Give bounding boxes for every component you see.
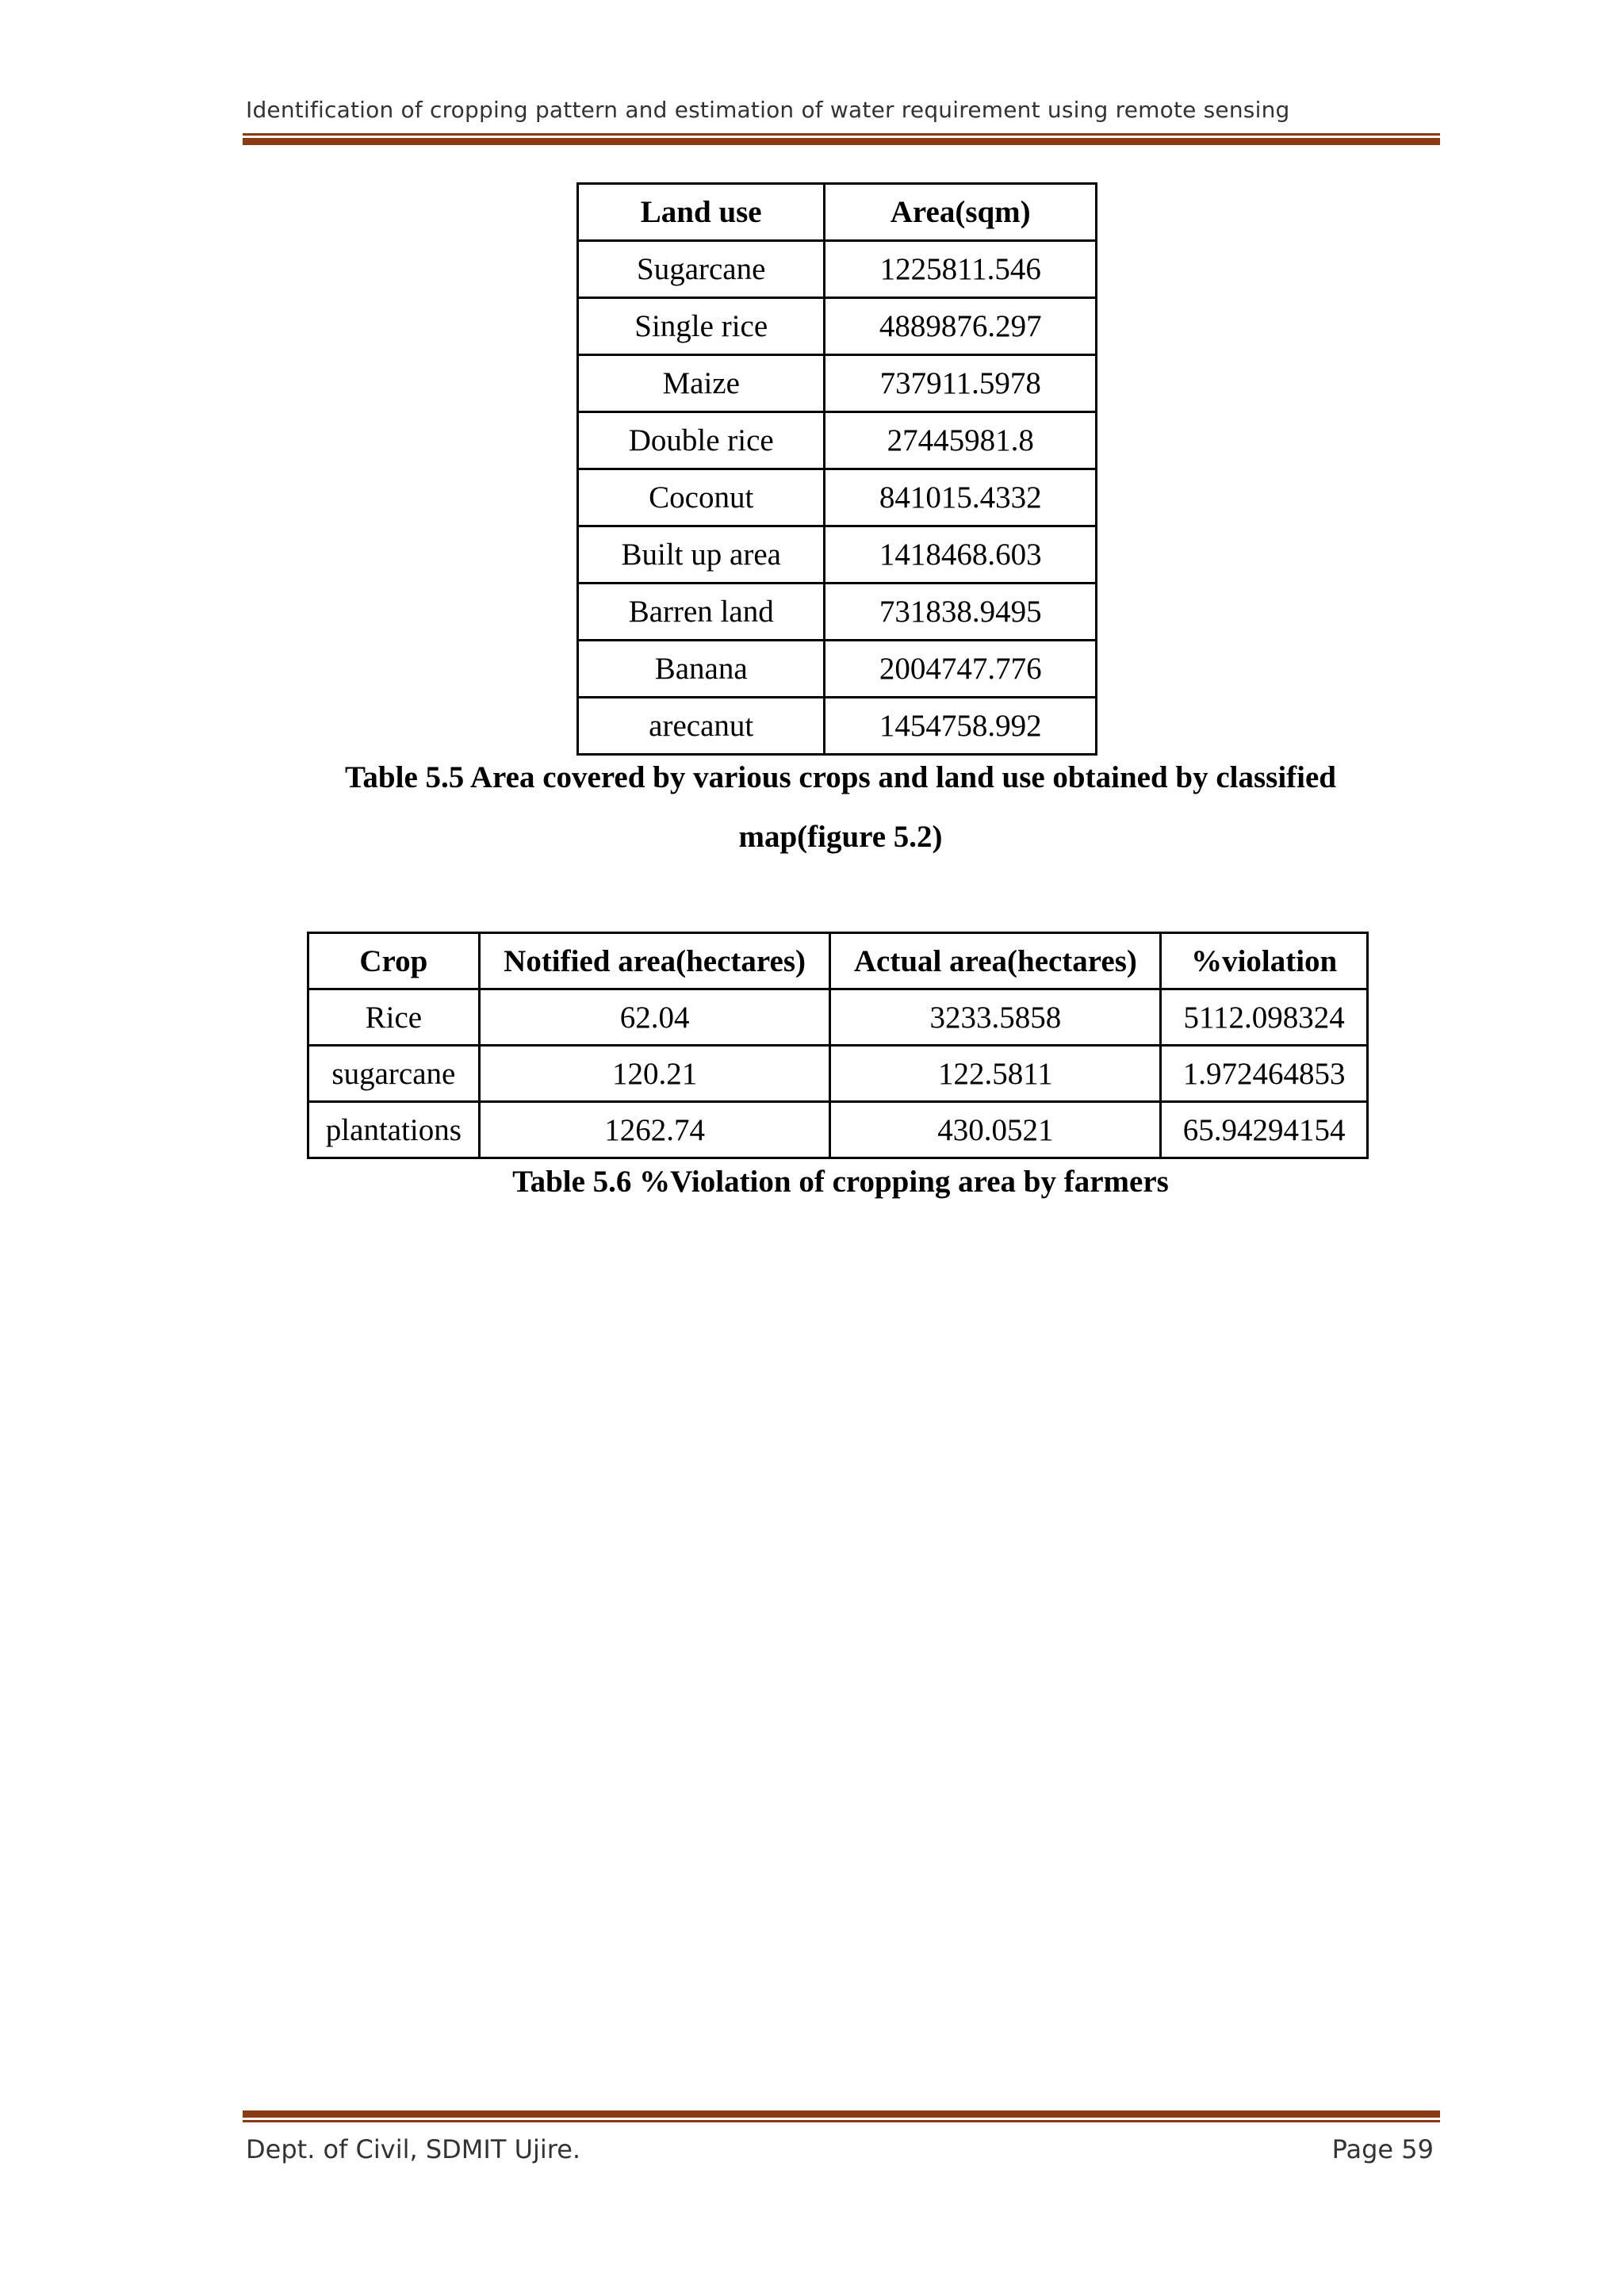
column-header: %violation — [1161, 933, 1368, 989]
running-header: Identification of cropping pattern and estimation of water requirement using remote sensing — [246, 97, 1290, 123]
footer-department: Dept. of Civil, SDMIT Ujire. — [246, 2134, 581, 2164]
table-cell: 65.94294154 — [1161, 1102, 1368, 1158]
table-cell: Banana — [578, 641, 825, 698]
table-cell: sugarcane — [308, 1046, 480, 1102]
table-cell: Barren land — [578, 584, 825, 641]
table-cell: 1454758.992 — [825, 698, 1097, 755]
table-row — [578, 526, 1097, 584]
table-5-5-caption: Table 5.5 Area covered by various crops and land use obtained by classified — [345, 760, 1336, 794]
table-cell: 3233.5858 — [830, 989, 1161, 1046]
table-cell: 5112.098324 — [1161, 989, 1368, 1046]
table-row — [578, 355, 1097, 412]
table-cell: 62.04 — [479, 989, 830, 1046]
table-cell: 841015.4332 — [825, 469, 1097, 526]
table-cell: 1.972464853 — [1161, 1046, 1368, 1102]
table-row — [308, 1102, 1368, 1158]
table-cell: 430.0521 — [830, 1102, 1161, 1158]
table-cell: 1418468.603 — [825, 526, 1097, 584]
table-cell: Built up area — [578, 526, 825, 584]
table-cell: Rice — [308, 989, 480, 1046]
table-5-6 — [307, 932, 1369, 1159]
footer-rule — [243, 2110, 1440, 2122]
table-cell: 1225811.546 — [825, 241, 1097, 298]
table-cell: Sugarcane — [578, 241, 825, 298]
table-cell: 27445981.8 — [825, 412, 1097, 469]
table-header-row — [578, 184, 1097, 241]
footer-page-number: Page 59 — [1331, 2134, 1434, 2164]
table-row — [578, 412, 1097, 469]
table-5-5 — [576, 182, 1097, 756]
table-cell: 122.5811 — [830, 1046, 1161, 1102]
table-header-row — [308, 933, 1368, 989]
table-row — [308, 1046, 1368, 1102]
table-row — [578, 241, 1097, 298]
table-cell: Coconut — [578, 469, 825, 526]
table-row — [578, 698, 1097, 755]
table-5-5-caption-continued: map(figure 5.2) — [738, 820, 943, 854]
table-cell: plantations — [308, 1102, 480, 1158]
column-header: Land use — [578, 184, 825, 241]
table-cell: 2004747.776 — [825, 641, 1097, 698]
table-row — [308, 989, 1368, 1046]
table-row — [578, 469, 1097, 526]
table-cell: 737911.5978 — [825, 355, 1097, 412]
column-header: Actual area(hectares) — [830, 933, 1161, 989]
column-header: Area(sqm) — [825, 184, 1097, 241]
table-row — [578, 584, 1097, 641]
header-rule — [243, 133, 1440, 145]
table-cell: Single rice — [578, 298, 825, 355]
table-cell: 120.21 — [479, 1046, 830, 1102]
column-header: Crop — [308, 933, 480, 989]
table-row — [578, 641, 1097, 698]
table-cell: arecanut — [578, 698, 825, 755]
table-5-6-caption: Table 5.6 %Violation of cropping area by farmers — [512, 1165, 1169, 1199]
table-row — [578, 298, 1097, 355]
table-cell: 731838.9495 — [825, 584, 1097, 641]
table-cell: 4889876.297 — [825, 298, 1097, 355]
table-cell: Maize — [578, 355, 825, 412]
table-cell: Double rice — [578, 412, 825, 469]
table-cell: 1262.74 — [479, 1102, 830, 1158]
column-header: Notified area(hectares) — [479, 933, 830, 989]
